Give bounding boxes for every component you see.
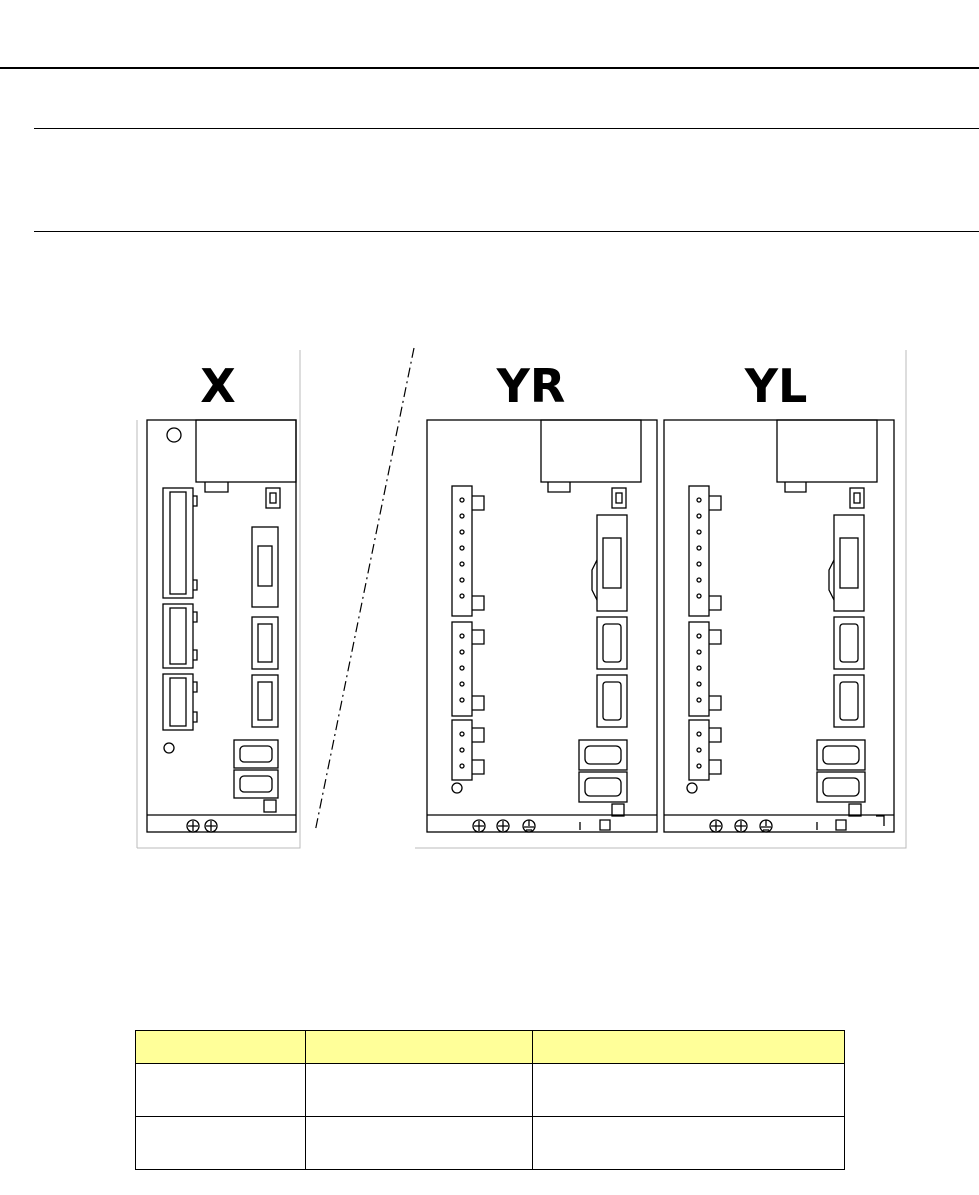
io-connector bbox=[252, 527, 278, 607]
io-connector bbox=[597, 515, 627, 611]
table-row bbox=[136, 1117, 845, 1170]
comm-connector bbox=[834, 675, 864, 727]
rj45-port bbox=[817, 772, 865, 802]
terminal-block-main bbox=[452, 486, 484, 616]
usb-port bbox=[612, 488, 626, 508]
status-led bbox=[849, 804, 861, 816]
mounting-hole bbox=[687, 783, 697, 793]
fan-block bbox=[541, 420, 641, 482]
table-row bbox=[136, 1064, 845, 1117]
rj45-port bbox=[817, 740, 865, 770]
fan-block bbox=[777, 420, 877, 482]
table-cell bbox=[136, 1064, 306, 1117]
spec-table bbox=[135, 1030, 845, 1170]
terminal-block-motor bbox=[689, 622, 721, 716]
table-header-cell bbox=[136, 1031, 306, 1064]
status-led bbox=[612, 804, 624, 816]
terminal-block-main bbox=[163, 488, 197, 598]
rj45-port bbox=[579, 740, 627, 770]
comm-connector bbox=[252, 675, 278, 727]
table-header-cell bbox=[533, 1031, 845, 1064]
encoder-connector bbox=[597, 617, 627, 669]
fan-block bbox=[196, 420, 296, 482]
drive-view-yl bbox=[664, 350, 906, 848]
table-cell bbox=[306, 1117, 533, 1170]
view-label-yr: YR bbox=[496, 359, 566, 413]
mounting-hole bbox=[164, 743, 174, 753]
mounting-hole bbox=[452, 783, 462, 793]
usb-port bbox=[266, 488, 280, 508]
drive-view-yr bbox=[415, 359, 664, 848]
terminal-block-power bbox=[452, 720, 484, 780]
table-cell bbox=[136, 1117, 306, 1170]
comm-connector bbox=[597, 675, 627, 727]
terminal-block-motor bbox=[163, 604, 197, 668]
view-break-line bbox=[315, 348, 414, 832]
encoder-connector bbox=[834, 617, 864, 669]
mounting-hole bbox=[167, 428, 181, 442]
table-cell bbox=[533, 1064, 845, 1117]
table-header-row bbox=[136, 1031, 845, 1064]
view-label-x: X bbox=[200, 359, 236, 413]
terminal-block-power bbox=[689, 720, 721, 780]
table-cell bbox=[306, 1064, 533, 1117]
terminal-block-motor bbox=[452, 622, 484, 716]
table-header-cell bbox=[306, 1031, 533, 1064]
encoder-connector bbox=[252, 617, 278, 669]
usb-port bbox=[850, 488, 864, 508]
drive-view-x bbox=[137, 350, 300, 848]
io-connector bbox=[834, 515, 864, 611]
table-cell bbox=[533, 1117, 845, 1170]
terminal-block-main bbox=[689, 486, 721, 616]
view-label-yl: YL bbox=[744, 359, 808, 413]
status-led bbox=[264, 800, 276, 812]
rj45-port bbox=[579, 772, 627, 802]
terminal-block-power bbox=[163, 674, 197, 730]
